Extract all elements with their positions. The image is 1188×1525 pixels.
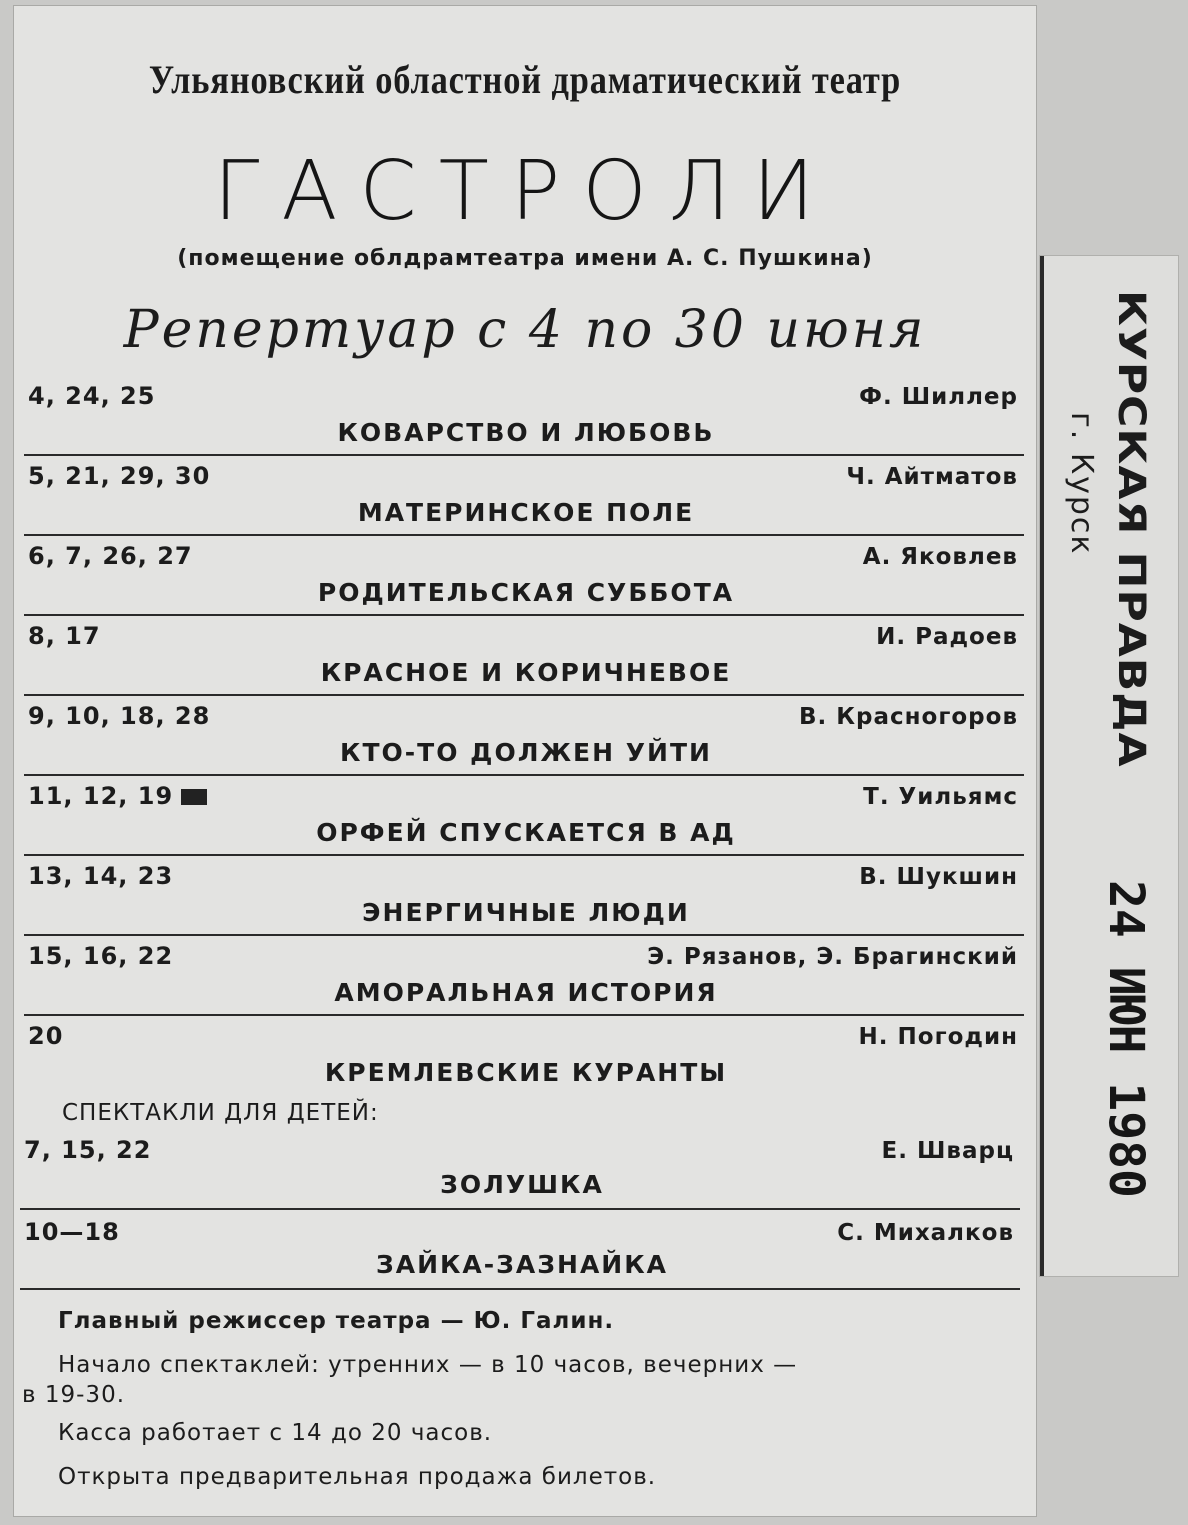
divider bbox=[24, 614, 1024, 616]
divider bbox=[24, 1014, 1024, 1016]
play-row bbox=[28, 458, 1024, 538]
play-dates: 9, 10, 18, 28 bbox=[28, 702, 211, 730]
play-title: КРАСНОЕ И КОРИЧНЕВОЕ bbox=[320, 658, 732, 687]
play-title: РОДИТЕЛЬСКАЯ СУББОТА bbox=[317, 578, 735, 607]
play-row bbox=[28, 618, 1024, 698]
play-dates: 4, 24, 25 bbox=[28, 382, 156, 410]
play-title: МАТЕРИНСКОЕ ПОЛЕ bbox=[357, 498, 695, 527]
play-row bbox=[28, 858, 1024, 938]
ink-blot bbox=[181, 789, 207, 805]
start-times-line: Начало спектаклей: утренних — в 10 часов, вечерних — bbox=[58, 1352, 798, 1378]
repertoire-heading: Репертуар с 4 по 30 июня bbox=[123, 300, 927, 360]
play-dates: 5, 21, 29, 30 bbox=[28, 462, 211, 490]
divider bbox=[20, 1288, 1020, 1290]
play-author: Т. Уильямс bbox=[863, 784, 1018, 810]
date-stamp: 24 ИЮН 1980 bbox=[1098, 880, 1154, 1198]
play-title: ЭНЕРГИЧНЫЕ ЛЮДИ bbox=[362, 898, 690, 927]
play-dates: 8, 17 bbox=[28, 622, 101, 650]
play-title: АМОРАЛЬНАЯ ИСТОРИЯ bbox=[334, 978, 718, 1007]
play-author: Н. Погодин bbox=[858, 1024, 1018, 1050]
play-author: Ч. Айтматов bbox=[846, 464, 1018, 490]
play-row bbox=[28, 698, 1024, 778]
venue-note: (помещение облдрамтеатра имени А. С. Пушкина) bbox=[177, 246, 873, 271]
divider bbox=[20, 1208, 1020, 1210]
play-title: КОВАРСТВО И ЛЮБОВЬ bbox=[337, 418, 715, 447]
start-times-line-2: в 19-30. bbox=[22, 1382, 126, 1408]
play-dates: 6, 7, 26, 27 bbox=[28, 542, 193, 570]
divider bbox=[24, 774, 1024, 776]
play-title: ЗАЙКА-ЗАЗНАЙКА bbox=[375, 1250, 669, 1279]
play-author: С. Михалков bbox=[837, 1220, 1014, 1246]
play-author: В. Шукшин bbox=[859, 864, 1018, 890]
play-dates: 7, 15, 22 bbox=[24, 1136, 152, 1164]
divider bbox=[24, 694, 1024, 696]
play-row bbox=[28, 1018, 1024, 1098]
play-row bbox=[28, 538, 1024, 618]
divider bbox=[24, 534, 1024, 536]
presale-note: Открыта предварительная продажа билетов. bbox=[58, 1464, 657, 1490]
play-dates: 10—18 bbox=[24, 1218, 120, 1246]
play-title: ОРФЕЙ СПУСКАЕТСЯ В АД bbox=[316, 818, 736, 847]
play-dates-group bbox=[28, 782, 207, 810]
newspaper-stamp-strip bbox=[1040, 256, 1178, 1276]
play-row bbox=[24, 1132, 1020, 1212]
newspaper-city: г. Курск bbox=[1064, 412, 1099, 556]
play-row bbox=[24, 1214, 1020, 1294]
play-dates: 15, 16, 22 bbox=[28, 942, 174, 970]
box-office-hours: Касса работает с 14 до 20 часов. bbox=[58, 1420, 493, 1446]
play-title: КРЕМЛЕВСКИЕ КУРАНТЫ bbox=[324, 1058, 728, 1087]
newspaper-clipping bbox=[14, 6, 1036, 1516]
play-title: ЗОЛУШКА bbox=[440, 1170, 604, 1199]
children-heading: СПЕКТАКЛИ ДЛЯ ДЕТЕЙ: bbox=[62, 1100, 379, 1126]
divider bbox=[24, 454, 1024, 456]
newspaper-name: КУРСКАЯ ПРАВДА bbox=[1109, 290, 1154, 768]
theater-name: Ульяновский областной драматический театр bbox=[148, 57, 902, 102]
play-author: Ф. Шиллер bbox=[859, 384, 1018, 410]
play-row bbox=[28, 378, 1024, 458]
tour-heading: ГАСТРОЛИ bbox=[213, 144, 837, 239]
play-row bbox=[28, 938, 1024, 1018]
play-author: А. Яковлев bbox=[862, 544, 1018, 570]
divider bbox=[24, 934, 1024, 936]
play-author: Э. Рязанов, Э. Брагинский bbox=[647, 944, 1018, 970]
play-author: В. Красногоров bbox=[798, 704, 1018, 730]
play-dates: 20 bbox=[28, 1022, 64, 1050]
play-title: КТО-ТО ДОЛЖЕН УЙТИ bbox=[340, 738, 712, 767]
play-dates: 13, 14, 23 bbox=[28, 862, 174, 890]
divider bbox=[24, 854, 1024, 856]
play-author: Е. Шварц bbox=[881, 1138, 1014, 1164]
play-dates: 11, 12, 19 bbox=[28, 782, 174, 810]
play-row bbox=[28, 778, 1024, 858]
play-author: И. Радоев bbox=[876, 624, 1018, 650]
director-line: Главный режиссер театра — Ю. Галин. bbox=[58, 1308, 615, 1334]
